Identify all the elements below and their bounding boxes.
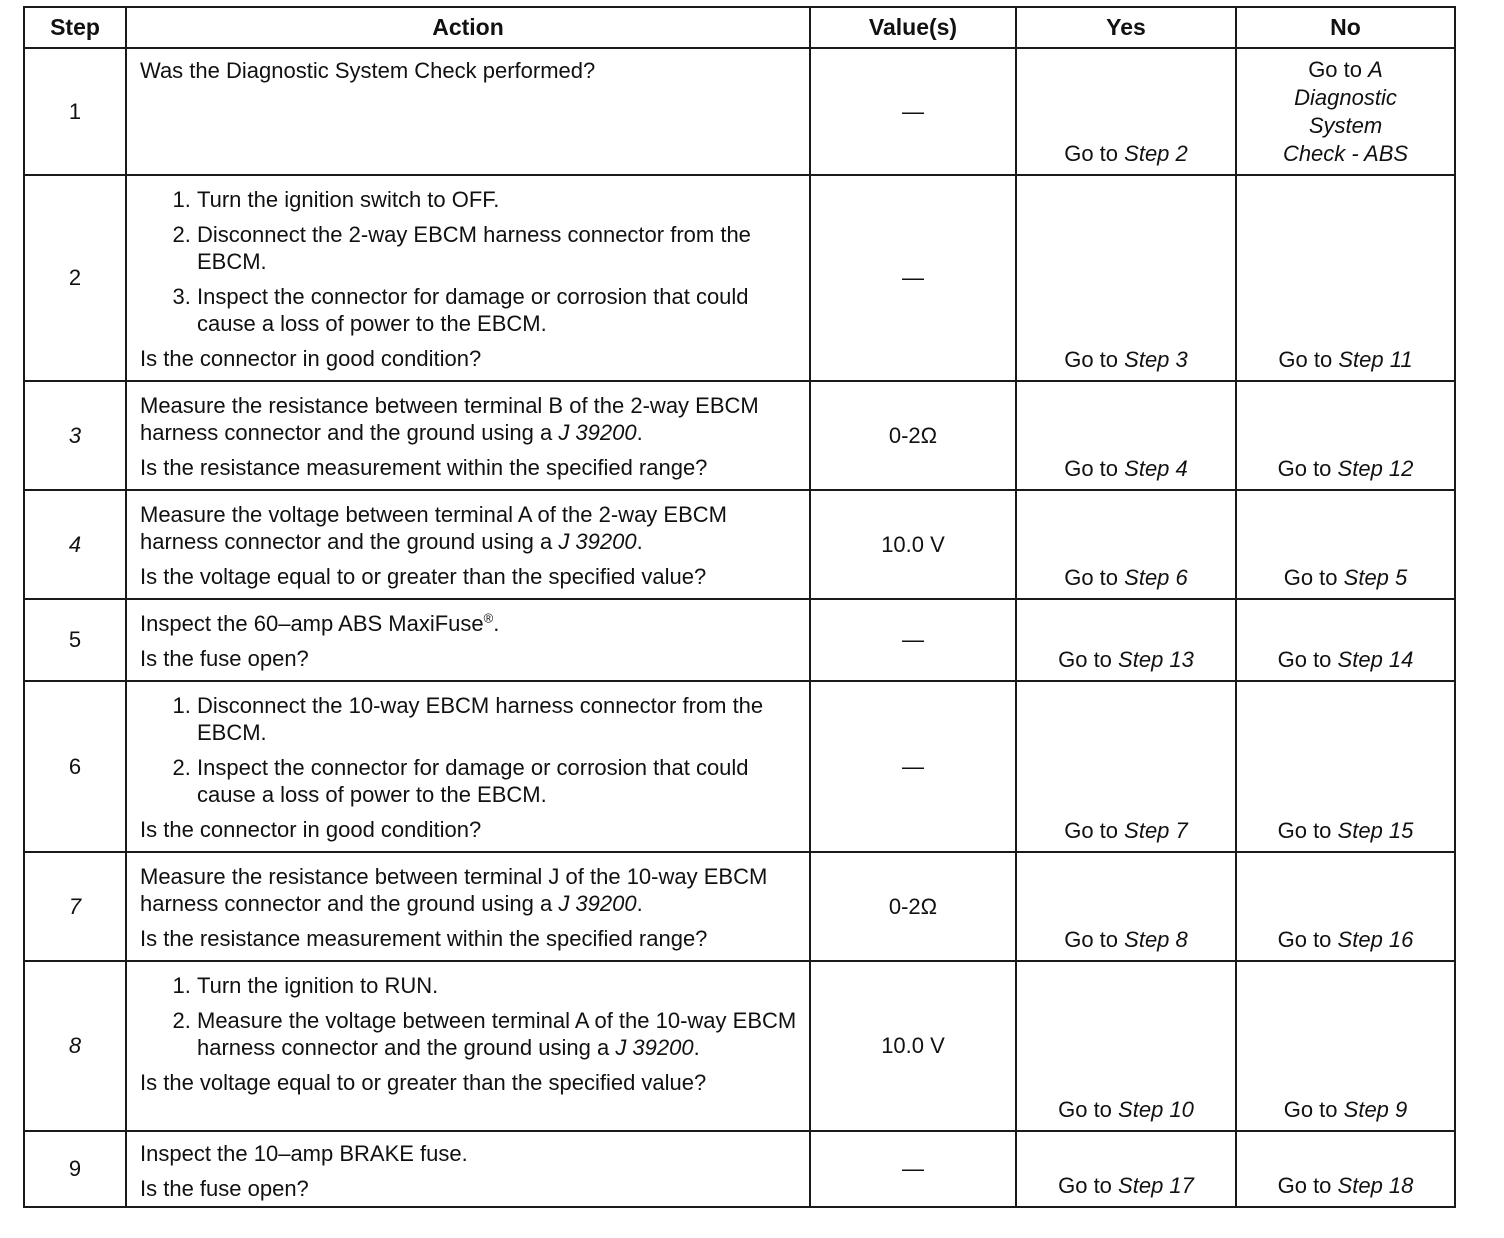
goto-target: Step 6 <box>1124 565 1188 590</box>
action-list-item: 1. Turn the ignition to RUN. <box>197 972 799 999</box>
yes-cell <box>1016 681 1236 852</box>
registered-mark: ® <box>483 610 494 626</box>
step-number: 2 <box>24 175 126 381</box>
goto-target: Step 8 <box>1124 927 1188 952</box>
tool-name: J 39200 <box>558 891 637 916</box>
action-text: Inspect the 10–amp BRAKE fuse. <box>140 1141 468 1166</box>
value-cell: 10.0 V <box>810 490 1016 599</box>
table-row <box>24 490 1455 599</box>
table-row <box>24 599 1455 681</box>
action-list-item: 1. Disconnect the 10-way EBCM harness connector from the EBCM. <box>197 692 799 746</box>
goto-prefix: Go to <box>1064 927 1119 952</box>
header-step: Step <box>24 7 126 48</box>
goto-target: Step 3 <box>1124 347 1188 372</box>
goto-target: Step 16 <box>1337 927 1414 952</box>
action-question: Was the Diagnostic System Check performed? <box>140 58 596 83</box>
action-cell <box>126 599 810 681</box>
no-cell <box>1236 1131 1455 1207</box>
header-row <box>24 7 1455 48</box>
action-text: Measure the resistance between terminal J of the 10-way EBCM harness connector and the ground using a J 39200. <box>140 864 768 916</box>
goto-target: Step 14 <box>1337 647 1414 672</box>
action-question: Is the connector in good condition? <box>140 346 482 371</box>
action-question: Is the fuse open? <box>140 1176 309 1201</box>
goto-target: Step 2 <box>1124 141 1188 166</box>
value-cell: — <box>810 175 1016 381</box>
action-list <box>140 692 799 808</box>
value-cell: — <box>810 48 1016 175</box>
no-cell <box>1236 48 1455 175</box>
goto-prefix: Go to <box>1283 565 1338 590</box>
no-cell <box>1236 490 1455 599</box>
header-yes: Yes <box>1016 7 1236 48</box>
goto-target: Step 10 <box>1118 1097 1194 1122</box>
goto-prefix: Go to <box>1058 1173 1112 1198</box>
goto-prefix: Go to <box>1064 818 1119 843</box>
action-question: Is the voltage equal to or greater than the specified value? <box>140 1070 707 1095</box>
action-cell <box>126 681 810 852</box>
value-cell: 0-2Ω <box>810 381 1016 490</box>
step-number: 4 <box>24 490 126 599</box>
action-cell <box>126 852 810 961</box>
step-number: 3 <box>24 381 126 490</box>
action-question: Is the fuse open? <box>140 646 309 671</box>
goto-prefix: Go to <box>1058 1097 1112 1122</box>
goto-target: Step 17 <box>1118 1173 1194 1198</box>
action-list <box>140 186 799 337</box>
action-list-item: 2. Inspect the connector for damage or corrosion that could cause a loss of power to the EBCM. <box>197 754 799 808</box>
header-values: Value(s) <box>810 7 1016 48</box>
table-row <box>24 961 1455 1131</box>
step-number: 1 <box>24 48 126 175</box>
value-cell: — <box>810 1131 1016 1207</box>
action-list-item: 1. Turn the ignition switch to OFF. <box>197 186 799 213</box>
goto-prefix: Go to <box>1277 647 1332 672</box>
table-row <box>24 1131 1455 1207</box>
goto-prefix: Go to <box>1278 347 1333 372</box>
value-cell: — <box>810 599 1016 681</box>
goto-target: Step 18 <box>1337 1173 1414 1198</box>
diagnostic-table <box>23 6 1456 1208</box>
header-no: No <box>1236 7 1455 48</box>
goto-target: Step 12 <box>1337 456 1414 481</box>
goto-target: Step 13 <box>1118 647 1194 672</box>
table-row <box>24 681 1455 852</box>
goto-target: Step 5 <box>1343 565 1408 590</box>
goto-prefix: Go to <box>1277 456 1332 481</box>
action-text: Measure the resistance between terminal B of the 2-way EBCM harness connector and the ground using a J 39200. <box>140 393 759 445</box>
goto-prefix: Go to <box>1277 927 1332 952</box>
goto-prefix: Go to <box>1277 1173 1332 1198</box>
goto-prefix: Go to <box>1064 347 1119 372</box>
yes-cell <box>1016 490 1236 599</box>
action-text: Inspect the 60–amp ABS MaxiFuse®. <box>140 610 500 636</box>
goto-target: Step 7 <box>1124 818 1188 843</box>
yes-cell <box>1016 852 1236 961</box>
no-cell <box>1236 852 1455 961</box>
goto-prefix: Go to <box>1064 565 1119 590</box>
goto-prefix: Go to <box>1058 647 1112 672</box>
value-cell: 10.0 V <box>810 961 1016 1131</box>
table-row <box>24 48 1455 175</box>
goto-prefix: Go to <box>1308 57 1362 82</box>
goto-target: A Diagnostic System Check - ABS <box>1282 57 1409 166</box>
goto-prefix: Go to <box>1064 456 1119 481</box>
yes-cell <box>1016 599 1236 681</box>
action-list-item: 2. Disconnect the 2-way EBCM harness connector from the EBCM. <box>197 221 799 275</box>
action-question: Is the connector in good condition? <box>140 817 482 842</box>
step-number: 9 <box>24 1131 126 1207</box>
no-cell <box>1236 681 1455 852</box>
yes-cell <box>1016 961 1236 1131</box>
yes-cell <box>1016 1131 1236 1207</box>
goto-prefix: Go to <box>1064 141 1119 166</box>
step-number: 8 <box>24 961 126 1131</box>
goto-target: Step 15 <box>1337 818 1414 843</box>
no-cell <box>1236 961 1455 1131</box>
action-list <box>140 972 799 1061</box>
tool-name: J 39200 <box>615 1035 694 1060</box>
step-number: 7 <box>24 852 126 961</box>
goto-prefix: Go to <box>1277 818 1332 843</box>
goto-target: Step 4 <box>1124 456 1188 481</box>
no-cell <box>1236 599 1455 681</box>
action-cell <box>126 175 810 381</box>
goto-prefix: Go to <box>1283 1097 1338 1122</box>
action-question: Is the resistance measurement within the specified range? <box>140 455 708 480</box>
action-cell <box>126 48 810 175</box>
header-action: Action <box>126 7 810 48</box>
table-row <box>24 175 1455 381</box>
action-cell <box>126 490 810 599</box>
tool-name: J 39200 <box>558 529 637 554</box>
action-text: Measure the voltage between terminal A of the 2-way EBCM harness connector and the ground using a J 39200. <box>140 502 727 554</box>
action-question: Is the voltage equal to or greater than the specified value? <box>140 564 707 589</box>
yes-cell <box>1016 175 1236 381</box>
action-list-item: 2. Measure the voltage between terminal A of the 10-way EBCM harness connector and the ground using a J 39200. <box>197 1007 799 1061</box>
value-cell: 0-2Ω <box>810 852 1016 961</box>
action-cell <box>126 381 810 490</box>
step-number: 5 <box>24 599 126 681</box>
action-cell <box>126 961 810 1131</box>
value-cell: — <box>810 681 1016 852</box>
goto-target: Step 11 <box>1338 347 1413 372</box>
yes-cell <box>1016 381 1236 490</box>
yes-cell <box>1016 48 1236 175</box>
table-row <box>24 381 1455 490</box>
action-list-item: 3. Inspect the connector for damage or corrosion that could cause a loss of power to the EBCM. <box>197 283 799 337</box>
step-number: 6 <box>24 681 126 852</box>
action-cell <box>126 1131 810 1207</box>
goto-target: Step 9 <box>1343 1097 1408 1122</box>
table-row <box>24 852 1455 961</box>
no-cell <box>1236 175 1455 381</box>
no-cell <box>1236 381 1455 490</box>
action-question: Is the resistance measurement within the specified range? <box>140 926 708 951</box>
tool-name: J 39200 <box>558 420 637 445</box>
